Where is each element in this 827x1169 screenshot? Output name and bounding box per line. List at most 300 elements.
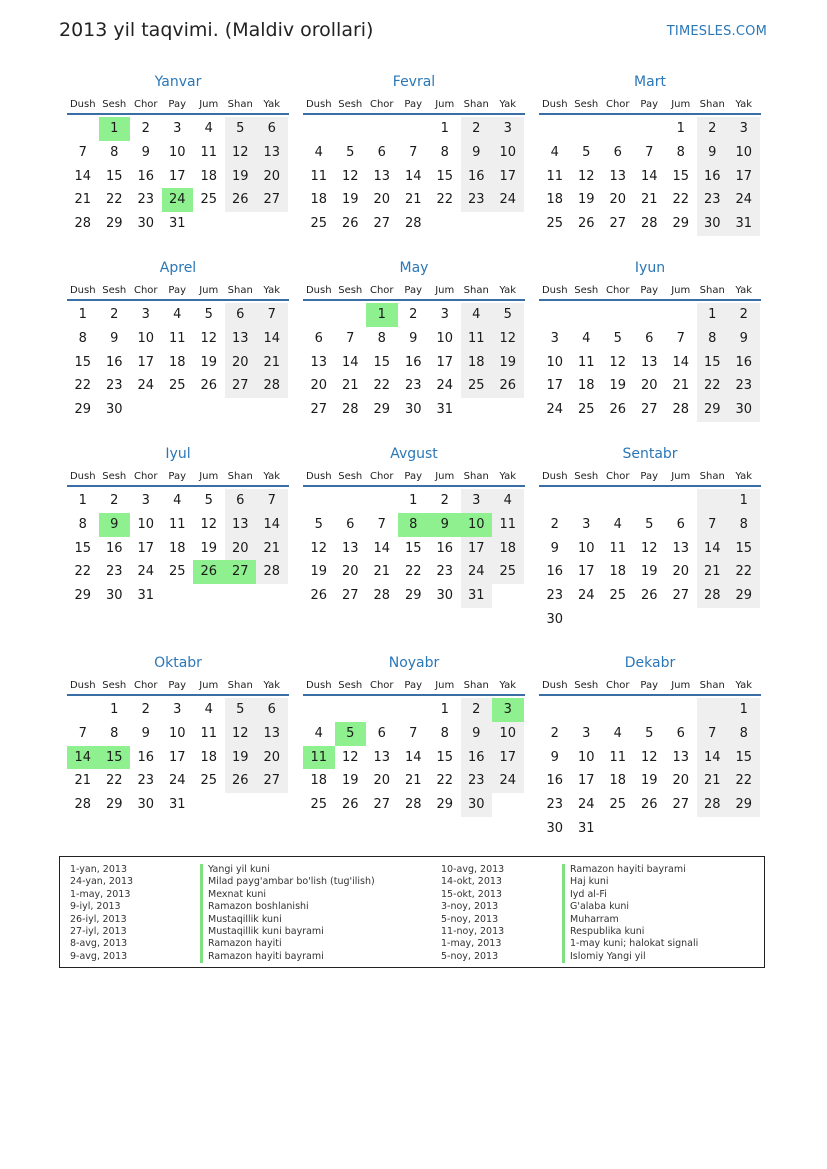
day-cell: 14 xyxy=(256,513,288,537)
day-cell: 29 xyxy=(74,402,92,417)
empty-cell xyxy=(697,489,729,513)
day-cell: 6 xyxy=(256,698,288,722)
month-dekabr xyxy=(539,652,761,841)
day-cell: 27 xyxy=(225,374,257,398)
weekday-label: Sesh xyxy=(574,285,599,296)
day-cell: 11 xyxy=(200,144,218,160)
weekday-label: Jum xyxy=(671,285,691,296)
weekday-label: Jum xyxy=(435,471,455,482)
weekday-label: Yak xyxy=(263,99,281,110)
weekday-label: Pay xyxy=(640,285,659,296)
day-cell: 19 xyxy=(640,564,658,580)
empty-cell xyxy=(602,489,634,513)
day-cell: 16 xyxy=(461,165,493,189)
day-cell: 14 xyxy=(341,354,359,370)
month-mart xyxy=(539,71,761,236)
day-cell: 6 xyxy=(676,516,685,532)
weekday-header xyxy=(303,465,525,487)
day-cell: 10 xyxy=(577,540,595,556)
day-cell: 24 xyxy=(137,378,155,394)
day-cell: 22 xyxy=(74,378,92,394)
weekday-label: Chor xyxy=(133,471,158,482)
day-cell: 2 xyxy=(110,493,119,508)
day-cell: 12 xyxy=(640,540,658,556)
weekday-header xyxy=(539,465,761,487)
weekday-header xyxy=(67,279,289,301)
day-cell: 27 xyxy=(341,588,359,603)
day-cell: 27 xyxy=(373,797,391,812)
weekday-label: Yak xyxy=(499,285,517,296)
day-cell: 9 xyxy=(110,330,119,346)
weekday-label: Shan xyxy=(227,471,253,482)
weekday-label: Jum xyxy=(671,680,691,691)
holiday-date: 5-noy, 2013 xyxy=(441,913,499,925)
weekday-label: Shan xyxy=(227,99,253,110)
day-cell: 6 xyxy=(225,303,257,327)
day-cell: 28 xyxy=(697,793,729,817)
holiday-dates-right xyxy=(441,864,504,963)
day-cell: 22 xyxy=(436,773,454,789)
day-cell: 13 xyxy=(256,141,288,165)
day-cell: 10 xyxy=(577,749,595,765)
day-cell: 2 xyxy=(409,307,418,322)
empty-cell xyxy=(571,117,603,141)
day-cell: 21 xyxy=(341,378,359,394)
weekday-label: Jum xyxy=(199,471,219,482)
day-cell: 22 xyxy=(436,192,454,208)
weekday-header xyxy=(303,279,525,301)
weekday-label: Sesh xyxy=(338,99,363,110)
day-cell: 12 xyxy=(341,168,359,184)
weekday-label: Dush xyxy=(305,285,332,296)
day-cell: 11 xyxy=(577,354,595,370)
weekday-label: Dush xyxy=(541,680,568,691)
month-sentabr xyxy=(539,443,761,632)
day-cell: 28 xyxy=(640,216,658,231)
day-cell: 5 xyxy=(645,725,654,741)
weekday-label: Chor xyxy=(369,99,394,110)
day-cell: 16 xyxy=(137,749,155,765)
day-cell: 23 xyxy=(105,564,123,580)
weekday-label: Shan xyxy=(699,99,725,110)
days-grid xyxy=(67,489,289,608)
day-cell: 17 xyxy=(137,354,155,370)
day-cell: 17 xyxy=(137,540,155,556)
day-cell: 21 xyxy=(672,378,690,394)
day-cell: 4 xyxy=(204,702,213,717)
holiday-date: 26-iyl, 2013 xyxy=(70,913,127,925)
holiday-day: 27 xyxy=(225,560,257,584)
day-cell: 18 xyxy=(310,192,328,208)
day-cell: 15 xyxy=(105,168,123,184)
day-cell: 12 xyxy=(310,540,328,556)
month-fevral xyxy=(303,71,525,236)
weekday-label: Shan xyxy=(227,680,253,691)
day-cell: 18 xyxy=(577,378,595,394)
day-cell: 6 xyxy=(645,330,654,346)
day-cell: 17 xyxy=(577,773,595,789)
day-cell: 18 xyxy=(609,564,627,580)
day-cell: 27 xyxy=(256,769,288,793)
weekday-label: Pay xyxy=(404,285,423,296)
day-cell: 26 xyxy=(200,378,218,394)
day-cell: 19 xyxy=(200,354,218,370)
month-name: Yanvar xyxy=(154,74,202,90)
day-cell: 23 xyxy=(461,188,493,212)
day-cell: 6 xyxy=(346,516,355,532)
holiday-date: 27-iyl, 2013 xyxy=(70,925,127,937)
day-cell: 29 xyxy=(105,216,123,231)
day-cell: 19 xyxy=(341,773,359,789)
day-cell: 14 xyxy=(672,354,690,370)
day-cell: 2 xyxy=(141,121,150,136)
days-grid xyxy=(539,303,761,422)
weekday-label: Chor xyxy=(605,471,630,482)
day-cell: 23 xyxy=(137,773,155,789)
day-cell: 30 xyxy=(728,398,760,422)
day-cell: 1 xyxy=(110,702,119,717)
day-cell: 2 xyxy=(550,725,559,741)
day-cell: 21 xyxy=(256,537,288,561)
day-cell: 4 xyxy=(314,144,323,160)
day-cell: 7 xyxy=(256,489,288,513)
day-cell: 27 xyxy=(640,402,658,417)
day-cell: 22 xyxy=(728,560,760,584)
day-cell: 9 xyxy=(141,725,150,741)
weekday-label: Dush xyxy=(69,680,96,691)
day-cell: 5 xyxy=(314,516,323,532)
day-cell: 23 xyxy=(546,797,564,812)
weekday-header xyxy=(67,93,289,115)
day-cell: 10 xyxy=(728,141,760,165)
day-cell: 12 xyxy=(225,141,257,165)
day-cell: 7 xyxy=(409,144,418,160)
day-cell: 11 xyxy=(546,168,564,184)
empty-cell xyxy=(67,117,99,141)
day-cell: 28 xyxy=(341,402,359,417)
holiday-names-left xyxy=(200,864,375,963)
day-cell: 29 xyxy=(436,797,454,812)
day-cell: 24 xyxy=(436,378,454,394)
weekday-label: Pay xyxy=(168,471,187,482)
day-cell: 2 xyxy=(440,493,449,508)
days-grid xyxy=(303,117,525,236)
day-cell: 16 xyxy=(461,746,493,770)
empty-cell xyxy=(303,117,335,141)
days-grid xyxy=(303,698,525,817)
day-cell: 19 xyxy=(225,746,257,770)
day-cell: 1 xyxy=(409,493,418,508)
holiday-name: Ramazon boshlanishi xyxy=(200,901,375,913)
weekday-label: Jum xyxy=(199,680,219,691)
day-cell: 29 xyxy=(404,588,422,603)
empty-cell xyxy=(665,303,697,327)
holiday-name: Mustaqillik kuni bayrami xyxy=(200,926,375,938)
holiday-date: 1-may, 2013 xyxy=(441,938,502,950)
day-cell: 25 xyxy=(200,773,218,789)
day-cell: 6 xyxy=(225,489,257,513)
day-cell: 5 xyxy=(225,117,257,141)
day-cell: 19 xyxy=(341,192,359,208)
day-cell: 20 xyxy=(640,378,658,394)
weekday-label: Yak xyxy=(499,471,517,482)
day-cell: 14 xyxy=(373,540,391,556)
day-cell: 15 xyxy=(672,168,690,184)
day-cell: 24 xyxy=(461,560,493,584)
weekday-label: Chor xyxy=(133,99,158,110)
day-cell: 13 xyxy=(341,540,359,556)
day-cell: 23 xyxy=(436,564,454,580)
day-cell: 14 xyxy=(74,168,92,184)
weekday-label: Dush xyxy=(305,471,332,482)
day-cell: 15 xyxy=(697,351,729,375)
weekday-label: Chor xyxy=(605,99,630,110)
holiday-date: 10-avg, 2013 xyxy=(441,864,505,875)
holiday-name: Respublika kuni xyxy=(562,926,698,938)
empty-cell xyxy=(335,303,367,327)
empty-cell xyxy=(366,698,398,722)
day-cell: 5 xyxy=(204,493,213,508)
day-cell: 8 xyxy=(377,330,386,346)
day-cell: 4 xyxy=(314,725,323,741)
day-cell: 21 xyxy=(697,769,729,793)
empty-cell xyxy=(398,117,430,141)
day-cell: 24 xyxy=(168,773,186,789)
day-cell: 31 xyxy=(461,584,493,608)
day-cell: 24 xyxy=(577,588,595,603)
weekday-label: Shan xyxy=(227,285,253,296)
day-cell: 10 xyxy=(137,516,155,532)
holiday-date: 3-noy, 2013 xyxy=(441,901,499,913)
day-cell: 28 xyxy=(697,584,729,608)
day-cell: 1 xyxy=(440,702,449,717)
day-cell: 29 xyxy=(728,793,760,817)
day-cell: 21 xyxy=(256,351,288,375)
day-cell: 3 xyxy=(582,516,591,532)
day-cell: 28 xyxy=(74,797,92,812)
day-cell: 7 xyxy=(256,303,288,327)
day-cell: 22 xyxy=(404,564,422,580)
day-cell: 11 xyxy=(168,330,186,346)
day-cell: 17 xyxy=(168,749,186,765)
day-cell: 20 xyxy=(256,165,288,189)
weekday-header xyxy=(539,674,761,696)
day-cell: 25 xyxy=(310,216,328,231)
day-cell: 7 xyxy=(78,725,87,741)
weekday-label: Chor xyxy=(605,680,630,691)
day-cell: 5 xyxy=(645,516,654,532)
empty-cell xyxy=(366,489,398,513)
day-cell: 3 xyxy=(173,121,182,136)
day-cell: 16 xyxy=(546,773,564,789)
day-cell: 23 xyxy=(728,374,760,398)
day-cell: 25 xyxy=(577,402,595,417)
day-cell: 9 xyxy=(461,722,493,746)
day-cell: 15 xyxy=(74,540,92,556)
day-cell: 11 xyxy=(168,516,186,532)
days-grid xyxy=(539,117,761,236)
day-cell: 12 xyxy=(341,749,359,765)
day-cell: 7 xyxy=(409,725,418,741)
day-cell: 12 xyxy=(640,749,658,765)
day-cell: 22 xyxy=(697,374,729,398)
day-cell: 16 xyxy=(137,168,155,184)
weekday-label: Dush xyxy=(69,471,96,482)
day-cell: 19 xyxy=(225,165,257,189)
days-grid xyxy=(303,489,525,608)
day-cell: 29 xyxy=(672,216,690,231)
day-cell: 4 xyxy=(550,144,559,160)
empty-cell xyxy=(335,117,367,141)
day-cell: 9 xyxy=(728,327,760,351)
weekday-header xyxy=(303,93,525,115)
day-cell: 7 xyxy=(346,330,355,346)
day-cell: 26 xyxy=(225,188,257,212)
empty-cell xyxy=(366,117,398,141)
holiday-name: Mexnat kuni xyxy=(200,889,375,901)
weekday-label: Pay xyxy=(404,99,423,110)
day-cell: 9 xyxy=(550,749,559,765)
weekday-label: Jum xyxy=(671,471,691,482)
day-cell: 1 xyxy=(728,698,760,722)
day-cell: 22 xyxy=(74,564,92,580)
weekday-label: Jum xyxy=(199,99,219,110)
weekday-label: Yak xyxy=(263,680,281,691)
day-cell: 30 xyxy=(461,793,493,817)
day-cell: 8 xyxy=(728,722,760,746)
day-cell: 7 xyxy=(78,144,87,160)
month-name: Avgust xyxy=(390,446,438,462)
day-cell: 5 xyxy=(225,698,257,722)
weekday-label: Shan xyxy=(463,680,489,691)
day-cell: 8 xyxy=(697,327,729,351)
day-cell: 8 xyxy=(78,330,87,346)
day-cell: 8 xyxy=(110,725,119,741)
day-cell: 14 xyxy=(697,746,729,770)
holiday-name: 1-may kuni; halokat signali xyxy=(562,938,698,950)
month-name: Fevral xyxy=(392,74,436,90)
days-grid xyxy=(539,489,761,632)
day-cell: 19 xyxy=(310,564,328,580)
day-cell: 15 xyxy=(728,746,760,770)
day-cell: 17 xyxy=(168,168,186,184)
day-cell: 26 xyxy=(341,797,359,812)
day-cell: 15 xyxy=(728,537,760,561)
day-cell: 23 xyxy=(461,769,493,793)
day-cell: 16 xyxy=(105,540,123,556)
weekday-label: Jum xyxy=(199,285,219,296)
day-cell: 16 xyxy=(728,351,760,375)
day-cell: 28 xyxy=(74,216,92,231)
holiday-day: 5 xyxy=(335,722,367,746)
day-cell: 26 xyxy=(609,402,627,417)
empty-cell xyxy=(602,117,634,141)
day-cell: 27 xyxy=(672,588,690,603)
empty-cell xyxy=(634,303,666,327)
day-cell: 6 xyxy=(676,725,685,741)
day-cell: 11 xyxy=(461,327,493,351)
weekday-label: Jum xyxy=(671,99,691,110)
day-cell: 31 xyxy=(137,588,155,603)
day-cell: 24 xyxy=(492,769,524,793)
day-cell: 16 xyxy=(697,165,729,189)
day-cell: 22 xyxy=(105,192,123,208)
weekday-label: Pay xyxy=(168,99,187,110)
holiday-name: Iyd al-Fi xyxy=(562,889,698,901)
day-cell: 26 xyxy=(310,588,328,603)
day-cell: 19 xyxy=(577,192,595,208)
holiday-day: 14 xyxy=(67,746,99,770)
weekday-label: Pay xyxy=(640,680,659,691)
day-cell: 10 xyxy=(436,330,454,346)
holiday-date: 8-avg, 2013 xyxy=(70,938,128,950)
month-yanvar xyxy=(67,71,289,236)
weekday-label: Dush xyxy=(305,680,332,691)
month-iyun xyxy=(539,257,761,422)
day-cell: 18 xyxy=(200,749,218,765)
day-cell: 2 xyxy=(697,117,729,141)
day-cell: 10 xyxy=(492,141,524,165)
holiday-names-right xyxy=(562,864,698,963)
month-name: Sentabr xyxy=(622,446,678,462)
day-cell: 3 xyxy=(582,725,591,741)
day-cell: 23 xyxy=(546,588,564,603)
day-cell: 13 xyxy=(640,354,658,370)
day-cell: 18 xyxy=(168,354,186,370)
weekday-label: Sesh xyxy=(102,680,127,691)
day-cell: 31 xyxy=(728,212,760,236)
empty-cell xyxy=(602,698,634,722)
day-cell: 21 xyxy=(404,192,422,208)
day-cell: 30 xyxy=(546,611,564,627)
empty-cell xyxy=(602,303,634,327)
empty-cell xyxy=(665,489,697,513)
day-cell: 17 xyxy=(461,537,493,561)
day-cell: 9 xyxy=(461,141,493,165)
day-cell: 20 xyxy=(373,773,391,789)
month-name: Iyun xyxy=(634,260,666,276)
day-cell: 14 xyxy=(640,168,658,184)
day-cell: 27 xyxy=(310,402,328,417)
day-cell: 3 xyxy=(728,117,760,141)
day-cell: 7 xyxy=(697,722,729,746)
day-cell: 4 xyxy=(613,725,622,741)
day-cell: 18 xyxy=(310,773,328,789)
day-cell: 4 xyxy=(461,303,493,327)
day-cell: 26 xyxy=(225,769,257,793)
day-cell: 30 xyxy=(137,797,155,812)
day-cell: 6 xyxy=(377,144,386,160)
day-cell: 20 xyxy=(672,773,690,789)
day-cell: 23 xyxy=(137,192,155,208)
day-cell: 11 xyxy=(310,168,328,184)
empty-cell xyxy=(67,698,99,722)
day-cell: 25 xyxy=(200,192,218,208)
holiday-day: 11 xyxy=(303,746,335,770)
day-cell: 6 xyxy=(377,725,386,741)
day-cell: 9 xyxy=(409,330,418,346)
day-cell: 25 xyxy=(461,374,493,398)
day-cell: 16 xyxy=(546,564,564,580)
site-link[interactable]: TIMESLES.COM xyxy=(666,24,767,39)
day-cell: 8 xyxy=(440,725,449,741)
month-noyabr xyxy=(303,652,525,817)
day-cell: 31 xyxy=(577,820,595,836)
weekday-label: Shan xyxy=(463,471,489,482)
day-cell: 24 xyxy=(728,188,760,212)
day-cell: 22 xyxy=(105,773,123,789)
holiday-name: Islomiy Yangi yil xyxy=(562,951,698,963)
